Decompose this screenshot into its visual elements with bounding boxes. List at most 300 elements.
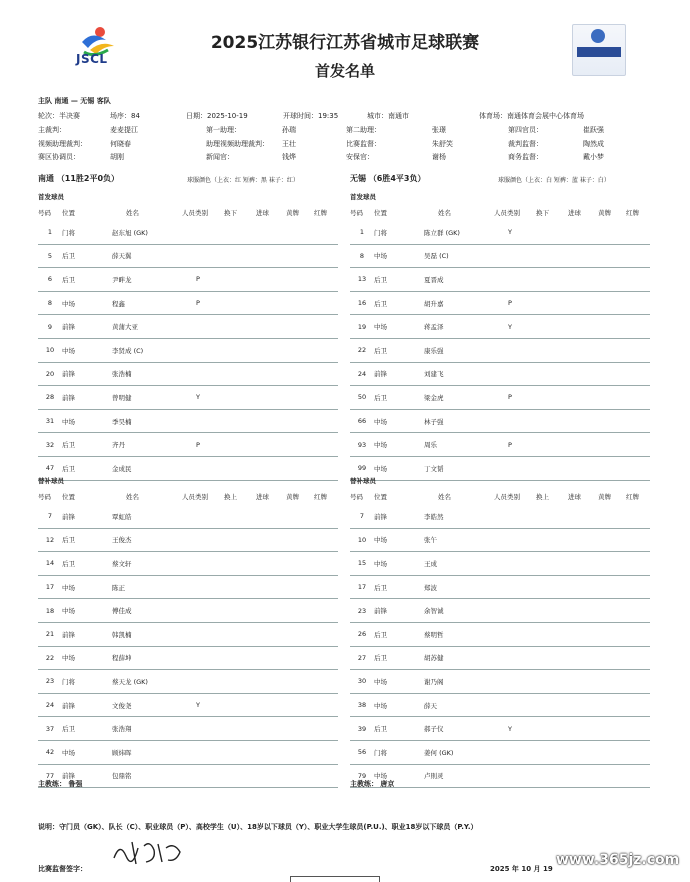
table-cell: 7 — [350, 505, 374, 528]
table-cell — [256, 221, 286, 244]
table-cell: 后卫 — [62, 433, 102, 457]
table-cell — [182, 764, 224, 788]
table-cell — [598, 528, 626, 552]
official-role: 比赛监督： — [346, 140, 381, 148]
table-row — [350, 764, 650, 788]
home-coach: 主教练： 鲁强 — [38, 780, 83, 788]
table-cell — [598, 291, 626, 315]
home-kit-colors: 球服颜色（上衣：红 短裤：黑 袜子：红） — [187, 177, 299, 184]
table-cell — [568, 221, 598, 244]
table-cell — [224, 552, 256, 576]
table-cell — [598, 409, 626, 433]
table-row — [38, 717, 338, 741]
table-cell: 胡升嘉 — [414, 291, 494, 315]
table-cell — [598, 646, 626, 670]
table-cell: 丁文韬 — [414, 456, 494, 480]
column-header: 姓名 — [438, 208, 451, 217]
table-row — [38, 456, 338, 480]
table-cell — [286, 670, 314, 694]
table-cell: 后卫 — [374, 338, 414, 362]
table-cell — [598, 740, 626, 764]
table-cell: 后卫 — [374, 386, 414, 410]
table-cell — [626, 646, 650, 670]
table-cell — [536, 338, 568, 362]
table-cell — [568, 268, 598, 292]
table-cell — [568, 693, 598, 717]
column-header: 红牌 — [626, 208, 639, 217]
table-cell: 66 — [350, 409, 374, 433]
table-cell: 后卫 — [374, 575, 414, 599]
table-cell — [286, 528, 314, 552]
table-cell: 37 — [38, 717, 62, 741]
table-cell — [568, 386, 598, 410]
match-stadium: 体育场：南通体育会展中心体育场 — [479, 112, 584, 120]
table-cell — [182, 315, 224, 339]
table-cell: 50 — [350, 386, 374, 410]
table-cell: 门将 — [374, 221, 414, 244]
table-cell — [536, 670, 568, 694]
table-cell — [182, 622, 224, 646]
page-title: 2025江苏银行江苏省城市足球联赛 — [210, 33, 480, 53]
table-cell — [314, 599, 338, 623]
table-row — [350, 575, 650, 599]
sponsor-bank-logo-icon — [572, 24, 626, 76]
table-cell: 中场 — [374, 409, 414, 433]
column-header: 位置 — [374, 492, 387, 501]
table-cell — [314, 315, 338, 339]
match-teams: 主队 南通 — 无锡 客队 — [38, 97, 111, 105]
legend-note: 说明：守门员（GK）、队长（C）、职业球员（P）、高校学生（U）、18岁以下球员（Y）、职业大学生球员(P.U.)、职业18岁以下球员（P.Y.） — [38, 823, 478, 831]
table-cell: 张午 — [414, 528, 494, 552]
table-cell: 27 — [350, 646, 374, 670]
table-cell: 12 — [38, 528, 62, 552]
table-row — [38, 291, 338, 315]
table-cell: 赵东旭 (GK) — [102, 221, 182, 244]
table-row — [38, 646, 338, 670]
table-cell — [256, 338, 286, 362]
table-cell: 谢乃阁 — [414, 670, 494, 694]
table-cell: 蔡文轩 — [102, 552, 182, 576]
table-cell — [494, 505, 536, 528]
table-cell — [536, 362, 568, 386]
table-cell: 覃虹皓 — [102, 505, 182, 528]
table-row — [350, 291, 650, 315]
official-name: 张璟 — [432, 126, 446, 134]
table-cell — [598, 505, 626, 528]
table-cell — [536, 221, 568, 244]
table-cell: 中场 — [374, 528, 414, 552]
table-cell — [568, 291, 598, 315]
official-role: 主裁判： — [38, 126, 66, 134]
table-cell — [286, 764, 314, 788]
table-cell — [568, 622, 598, 646]
table-cell: 程薛坤 — [102, 646, 182, 670]
table-cell — [286, 409, 314, 433]
table-cell — [568, 409, 598, 433]
logo-text: JSCL — [76, 52, 108, 66]
bottom-box — [290, 876, 380, 882]
table-cell: 79 — [350, 764, 374, 788]
table-cell — [598, 433, 626, 457]
table-cell — [224, 244, 256, 268]
table-cell — [182, 552, 224, 576]
table-cell — [626, 338, 650, 362]
table-cell — [256, 599, 286, 623]
table-row — [350, 622, 650, 646]
table-cell: P — [182, 268, 224, 292]
column-header: 换下 — [536, 208, 549, 217]
table-cell — [626, 505, 650, 528]
table-cell — [182, 599, 224, 623]
table-cell: 后卫 — [374, 717, 414, 741]
table-cell: 郝子仪 — [414, 717, 494, 741]
table-cell: 后卫 — [62, 528, 102, 552]
table-cell — [494, 244, 536, 268]
column-header: 红牌 — [626, 492, 639, 501]
table-cell — [286, 740, 314, 764]
table-cell: P — [494, 433, 536, 457]
table-cell: 24 — [350, 362, 374, 386]
official-role: 商务监督： — [508, 153, 543, 161]
table-cell — [568, 575, 598, 599]
table-cell — [286, 456, 314, 480]
table-cell — [568, 433, 598, 457]
table-cell — [536, 599, 568, 623]
column-header: 换下 — [224, 208, 237, 217]
table-cell: 前锋 — [62, 315, 102, 339]
table-cell — [224, 693, 256, 717]
table-cell — [626, 315, 650, 339]
table-cell — [536, 646, 568, 670]
table-row — [350, 315, 650, 339]
table-cell: 32 — [38, 433, 62, 457]
table-row — [38, 552, 338, 576]
column-header: 人员类别 — [494, 208, 520, 217]
table-cell — [314, 338, 338, 362]
official-name: 崔跃强 — [583, 126, 604, 134]
official-name: 戴小梦 — [583, 153, 604, 161]
table-cell — [256, 244, 286, 268]
table-cell — [626, 409, 650, 433]
table-cell — [536, 291, 568, 315]
table-cell: 39 — [350, 717, 374, 741]
table-cell: 薛天翼 — [102, 244, 182, 268]
table-cell: Y — [182, 693, 224, 717]
table-cell: 22 — [38, 646, 62, 670]
official-role: 第四官员： — [508, 126, 543, 134]
table-row — [38, 433, 338, 457]
table-row — [350, 244, 650, 268]
table-cell — [256, 291, 286, 315]
table-cell: 薛天 — [414, 693, 494, 717]
table-row — [350, 409, 650, 433]
table-cell — [536, 456, 568, 480]
table-cell: 后卫 — [62, 244, 102, 268]
table-cell: 康乐强 — [414, 338, 494, 362]
table-cell — [224, 409, 256, 433]
table-cell — [536, 386, 568, 410]
table-row — [38, 338, 338, 362]
table-cell: 陈正 — [102, 575, 182, 599]
table-row — [38, 315, 338, 339]
table-cell: P — [494, 386, 536, 410]
table-cell — [256, 717, 286, 741]
table-cell: 56 — [350, 740, 374, 764]
away-coach: 主教练： 唐京 — [350, 780, 395, 788]
table-cell — [286, 505, 314, 528]
table-cell: 前锋 — [62, 693, 102, 717]
match-number: 场序：84 — [110, 112, 140, 120]
table-cell — [256, 386, 286, 410]
table-cell: 中场 — [374, 244, 414, 268]
table-cell: 中场 — [374, 693, 414, 717]
table-cell — [224, 646, 256, 670]
official-role: 第一助理： — [206, 126, 241, 134]
table-cell — [224, 764, 256, 788]
table-cell: 99 — [350, 456, 374, 480]
table-cell — [256, 362, 286, 386]
table-cell: 王成 — [414, 552, 494, 576]
table-row — [38, 409, 338, 433]
table-cell — [598, 221, 626, 244]
table-cell — [494, 362, 536, 386]
table-row — [350, 552, 650, 576]
table-cell: 前锋 — [374, 505, 414, 528]
column-header: 人员类别 — [494, 492, 520, 501]
table-cell: 后卫 — [62, 552, 102, 576]
table-cell — [286, 693, 314, 717]
table-cell — [314, 552, 338, 576]
table-cell: 中场 — [374, 552, 414, 576]
table-cell: 韩凯楠 — [102, 622, 182, 646]
table-cell: Y — [494, 315, 536, 339]
table-cell: 6 — [38, 268, 62, 292]
table-row — [350, 268, 650, 292]
official-role: 裁判监督： — [508, 140, 543, 148]
table-cell — [224, 505, 256, 528]
table-row — [38, 764, 338, 788]
table-row — [350, 433, 650, 457]
table-cell — [182, 221, 224, 244]
table-cell — [286, 244, 314, 268]
away-team-record: 无锡 （6胜4平3负） — [350, 174, 426, 183]
table-cell — [256, 622, 286, 646]
table-cell: 前锋 — [62, 386, 102, 410]
table-header-row — [38, 203, 338, 221]
table-cell — [494, 599, 536, 623]
table-cell: P — [182, 433, 224, 457]
table-cell — [536, 505, 568, 528]
official-role: 安保官： — [346, 153, 374, 161]
table-cell — [182, 740, 224, 764]
table-row — [350, 740, 650, 764]
official-name: 谢杨 — [432, 153, 446, 161]
table-header-row — [350, 203, 650, 221]
table-header-row — [350, 487, 650, 505]
signature-label: 比赛监督签字： — [38, 865, 87, 873]
table-cell — [256, 670, 286, 694]
table-cell — [568, 362, 598, 386]
table-cell — [626, 740, 650, 764]
table-cell — [182, 528, 224, 552]
watermark: www.365jz.com — [556, 852, 680, 868]
table-cell: 中场 — [374, 433, 414, 457]
official-name: 麦麦提江 — [110, 126, 138, 134]
table-row — [38, 693, 338, 717]
table-cell: 姜何 (GK) — [414, 740, 494, 764]
column-header: 黄牌 — [598, 492, 611, 501]
table-cell — [314, 505, 338, 528]
match-city: 城市：南通市 — [367, 112, 409, 120]
official-name: 钱烨 — [282, 153, 296, 161]
table-cell — [224, 386, 256, 410]
table-cell: 24 — [38, 693, 62, 717]
away-starters-label: 首发球员 — [350, 193, 376, 201]
column-header: 进球 — [256, 208, 269, 217]
table-cell: 吴磊 (C) — [414, 244, 494, 268]
table-cell: 文俊尧 — [102, 693, 182, 717]
table-cell: 李贤成 (C) — [102, 338, 182, 362]
table-cell: 傅佳成 — [102, 599, 182, 623]
table-cell — [626, 552, 650, 576]
table-cell — [314, 386, 338, 410]
table-cell — [536, 552, 568, 576]
table-cell: 曾明健 — [102, 386, 182, 410]
table-cell: 中场 — [374, 670, 414, 694]
table-cell — [568, 528, 598, 552]
table-cell — [314, 622, 338, 646]
table-cell — [314, 221, 338, 244]
table-cell — [598, 717, 626, 741]
table-cell — [536, 575, 568, 599]
table-cell: 中场 — [62, 646, 102, 670]
official-name: 孙瑞 — [282, 126, 296, 134]
table-cell — [536, 764, 568, 788]
column-header: 进球 — [256, 492, 269, 501]
table-cell — [568, 599, 598, 623]
official-role: 第二助理： — [346, 126, 381, 134]
table-row — [350, 456, 650, 480]
table-row — [38, 599, 338, 623]
table-cell: 蔡明哲 — [414, 622, 494, 646]
table-cell — [224, 221, 256, 244]
official-name: 陶然成 — [583, 140, 604, 148]
table-cell: 张浩翔 — [102, 717, 182, 741]
table-cell — [494, 338, 536, 362]
table-cell — [626, 386, 650, 410]
table-cell — [314, 433, 338, 457]
handwritten-signature — [110, 838, 190, 868]
table-cell: 后卫 — [62, 268, 102, 292]
table-cell: 蔡天龙 (GK) — [102, 670, 182, 694]
table-cell — [598, 599, 626, 623]
table-cell — [314, 764, 338, 788]
table-cell — [224, 362, 256, 386]
table-cell — [598, 670, 626, 694]
table-cell — [626, 244, 650, 268]
away-subs-label: 替补球员 — [350, 477, 376, 485]
table-cell: 10 — [38, 338, 62, 362]
table-cell — [598, 386, 626, 410]
table-row — [38, 622, 338, 646]
table-cell: 16 — [350, 291, 374, 315]
table-cell — [314, 717, 338, 741]
table-cell — [494, 528, 536, 552]
table-cell — [494, 575, 536, 599]
table-cell — [568, 456, 598, 480]
table-cell — [224, 315, 256, 339]
column-header: 位置 — [374, 208, 387, 217]
table-cell: 后卫 — [62, 717, 102, 741]
table-cell: 中场 — [62, 409, 102, 433]
table-cell: 19 — [350, 315, 374, 339]
table-row — [350, 528, 650, 552]
home-subs-label: 替补球员 — [38, 477, 64, 485]
table-cell — [536, 268, 568, 292]
table-cell: 季昊楠 — [102, 409, 182, 433]
table-cell — [626, 670, 650, 694]
table-cell: 中场 — [374, 456, 414, 480]
table-cell — [256, 646, 286, 670]
table-cell: 前锋 — [374, 599, 414, 623]
table-cell — [598, 622, 626, 646]
table-cell: 夏晋成 — [414, 268, 494, 292]
table-cell — [598, 268, 626, 292]
table-cell: 齐丹 — [102, 433, 182, 457]
table-cell — [494, 740, 536, 764]
home-starters-label: 首发球员 — [38, 193, 64, 201]
column-header: 红牌 — [314, 492, 327, 501]
table-cell: 10 — [350, 528, 374, 552]
table-cell — [224, 338, 256, 362]
table-cell: 周乐 — [414, 433, 494, 457]
table-cell — [314, 409, 338, 433]
table-cell — [626, 717, 650, 741]
table-cell: 卢則灵 — [414, 764, 494, 788]
table-cell — [286, 362, 314, 386]
table-cell — [182, 670, 224, 694]
table-cell: 金成民 — [102, 456, 182, 480]
official-role: 助理视频助理裁判： — [206, 140, 269, 148]
table-cell — [256, 315, 286, 339]
table-cell: 黄蒲大亚 — [102, 315, 182, 339]
table-row — [350, 693, 650, 717]
table-cell: 14 — [38, 552, 62, 576]
table-cell — [256, 740, 286, 764]
table-cell — [224, 433, 256, 457]
column-header: 号码 — [350, 208, 363, 217]
match-date: 日期：2025-10-19 — [186, 112, 248, 120]
table-cell — [568, 244, 598, 268]
table-cell — [286, 221, 314, 244]
table-cell — [286, 386, 314, 410]
table-cell — [256, 575, 286, 599]
official-role: 新闻官： — [206, 153, 234, 161]
table-cell — [626, 764, 650, 788]
column-header: 进球 — [568, 492, 581, 501]
table-cell — [256, 268, 286, 292]
table-cell: 梁金虎 — [414, 386, 494, 410]
table-cell: 17 — [350, 575, 374, 599]
table-cell — [494, 268, 536, 292]
table-cell: 后卫 — [374, 268, 414, 292]
table-cell — [286, 268, 314, 292]
table-cell — [314, 575, 338, 599]
table-cell — [224, 575, 256, 599]
table-cell — [182, 456, 224, 480]
table-cell — [598, 338, 626, 362]
table-cell — [536, 717, 568, 741]
